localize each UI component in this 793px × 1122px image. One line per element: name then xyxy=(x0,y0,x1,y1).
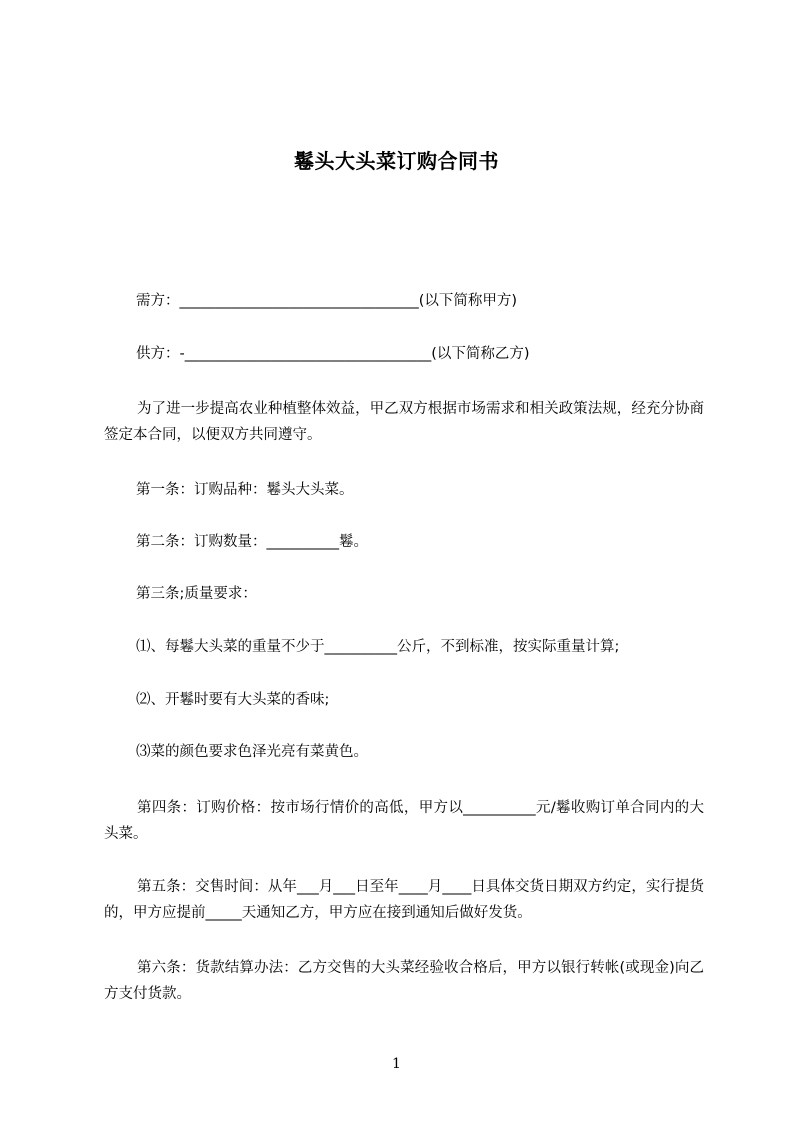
article-2: 第二条：订购数量：__________鬈。 xyxy=(136,534,368,550)
quality-requirement-3: ⑶菜的颜色要求色泽光亮有菜黄色。 xyxy=(136,744,368,760)
supplier-line: 供方：-__________________________________(以下简称乙方) xyxy=(136,346,530,362)
article-6: 第六条：货款结算办法：乙方交售的大头菜经验收合格后，甲方以银行转帐(或现金)向乙方支付货款。 xyxy=(104,960,704,1002)
article-3: 第三条;质量要求： xyxy=(136,586,257,602)
intro-paragraph: 为了进一步提高农业种植整体效益，甲乙双方根据市场需求和相关政策法规，经充分协商签定本合同，以便双方共同遵守。 xyxy=(104,401,704,443)
quality-requirement-2: ⑵、开鬈时要有大头菜的香味; xyxy=(136,692,330,708)
buyer-line: 需方：_________________________________(以下简称甲方) xyxy=(136,293,518,309)
quality-requirement-1: ⑴、每鬈大头菜的重量不少于__________公斤，不到标准，按实际重量计算; xyxy=(136,639,620,655)
document-title: 鬈头大头菜订购合同书 xyxy=(294,149,499,173)
article-4: 第四条：订购价格：按市场行情价的高低，甲方以__________元/鬈收购订单合同内的大头菜。 xyxy=(104,800,704,842)
article-1: 第一条：订购品种：鬈头大头菜。 xyxy=(136,482,354,498)
article-5: 第五条：交售时间：从年___月___日至年____月____日具体交货日期双方约定，实行提货的，甲方应提前_____天通知乙方，甲方应在接到通知后做好发货。 xyxy=(104,879,704,921)
page-number: 1 xyxy=(392,1056,401,1072)
